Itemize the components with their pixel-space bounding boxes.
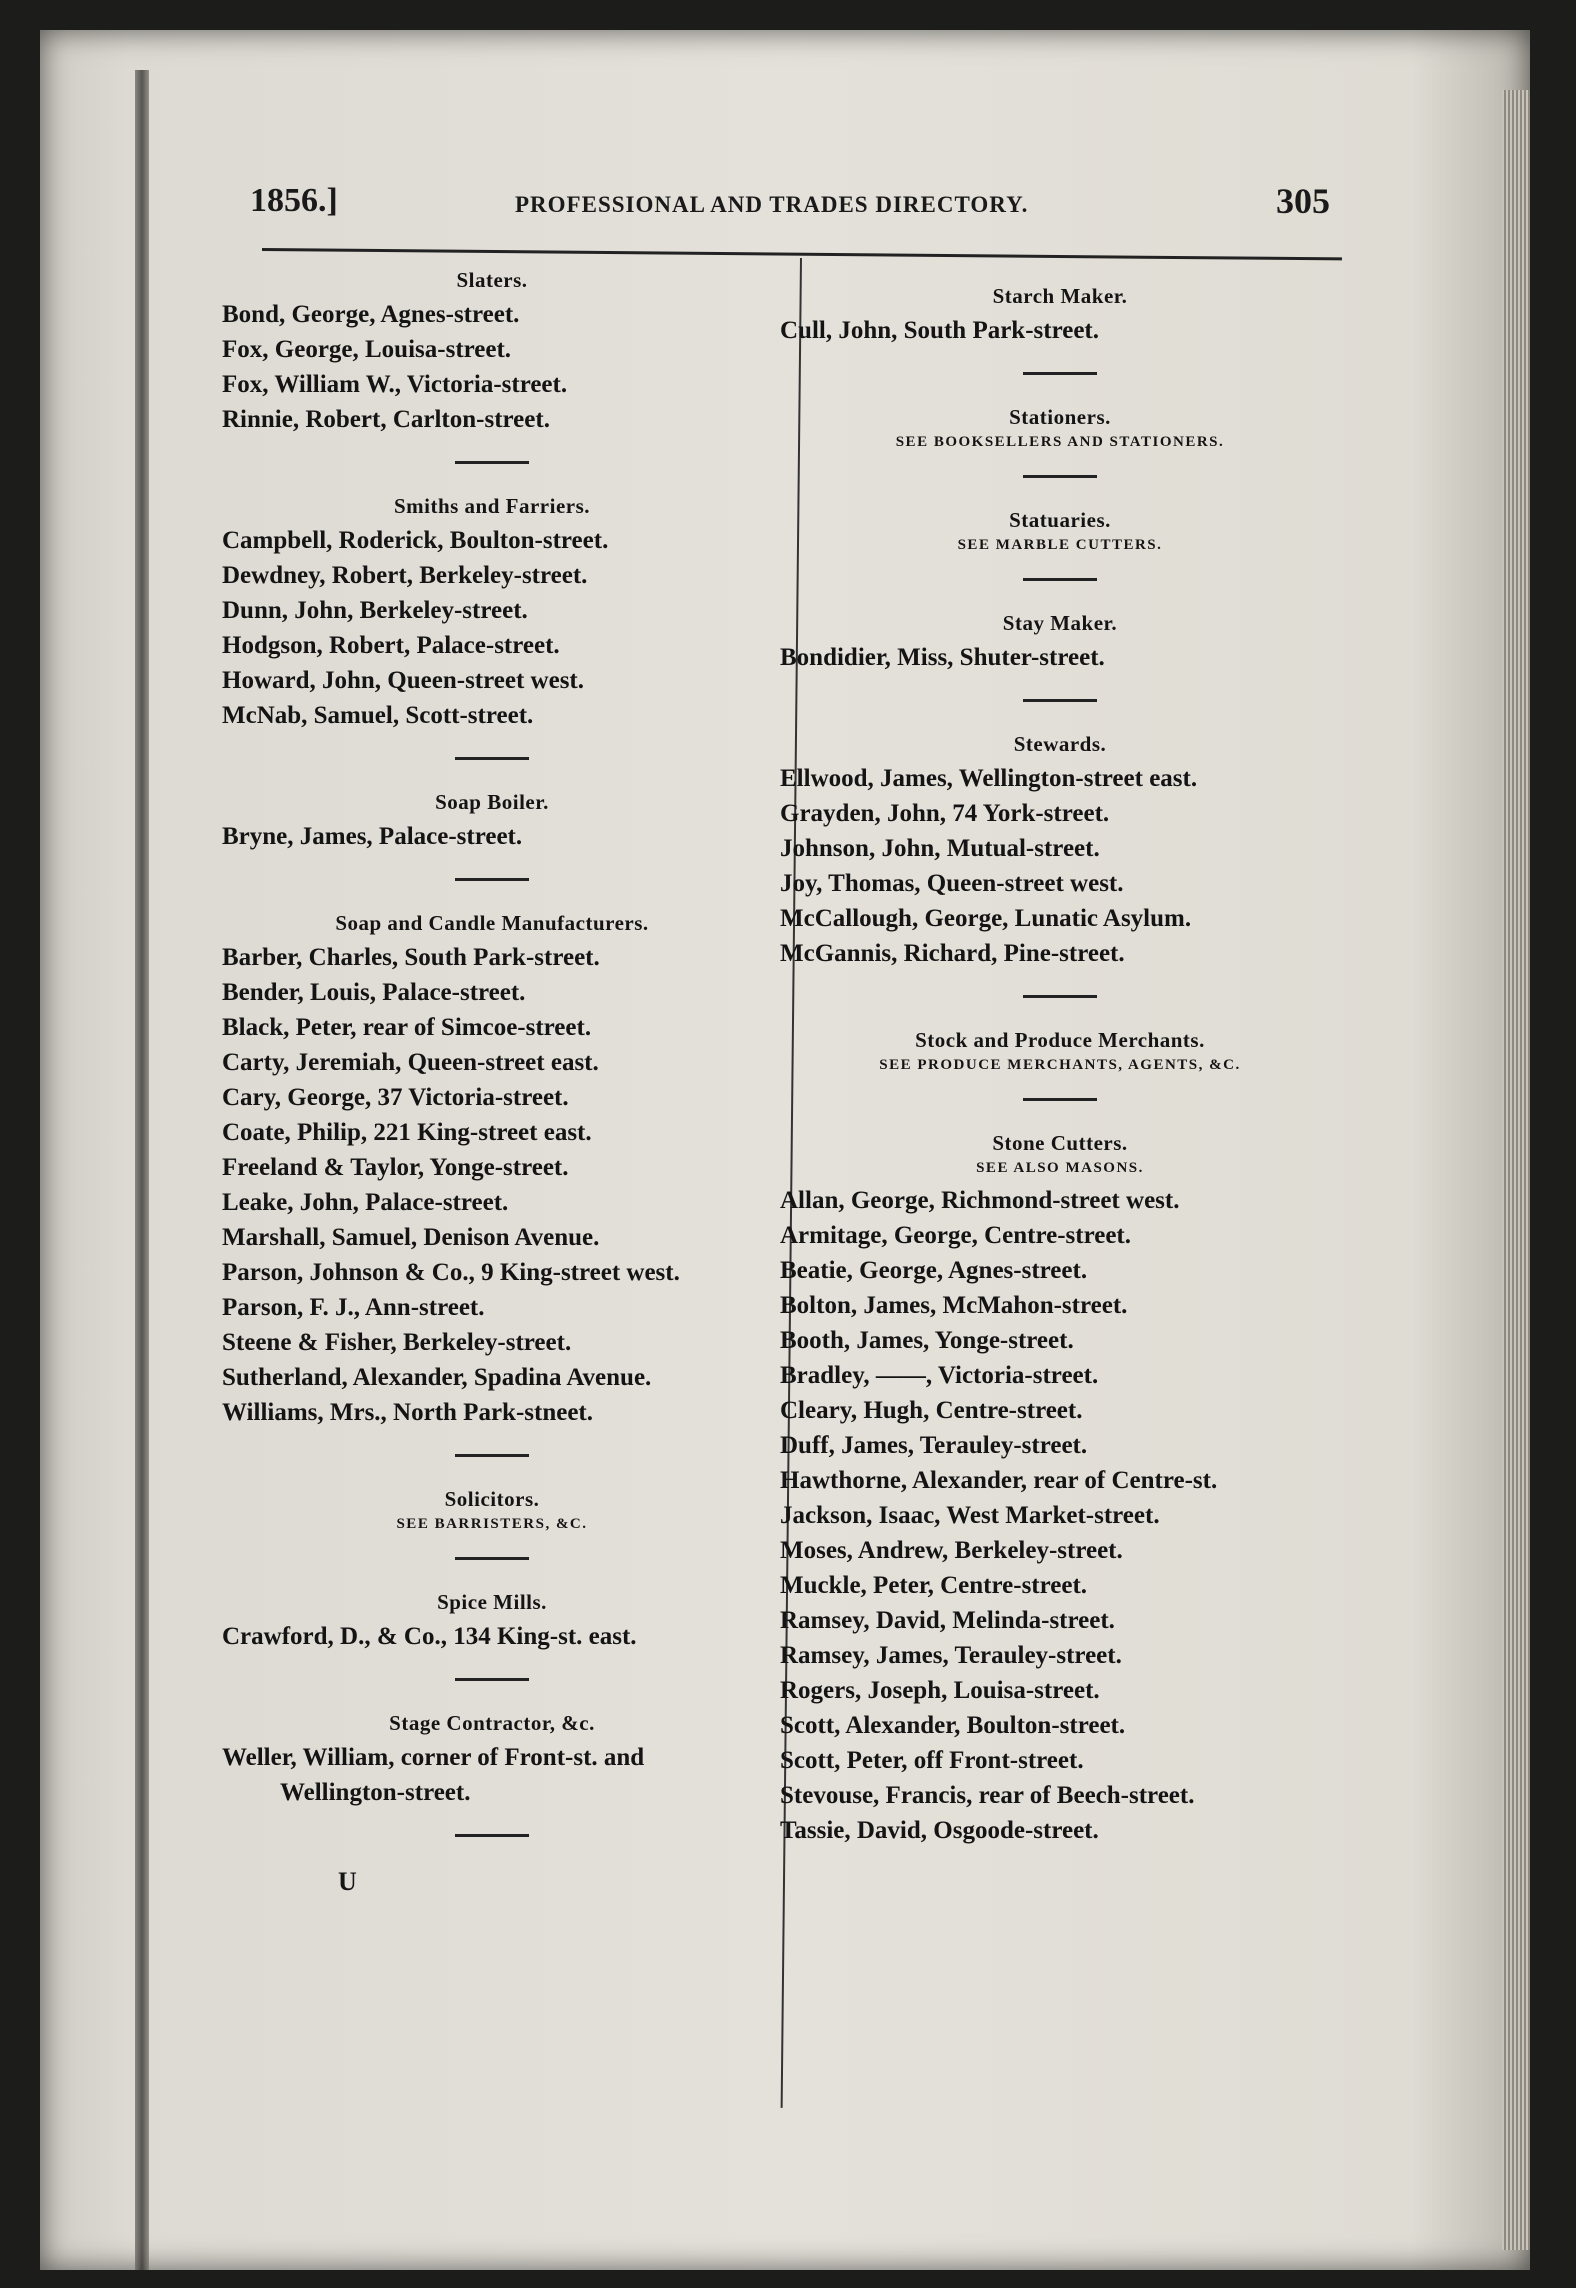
directory-entry: Ramsey, James, Terauley-street. <box>780 1642 1122 1669</box>
directory-entry: Hawthorne, Alexander, rear of Centre-st. <box>780 1467 1218 1494</box>
directory-entry: Carty, Jeremiah, Queen-street east. <box>222 1049 599 1076</box>
section-stage-contractor-c <box>222 1711 762 1810</box>
directory-entry: Marshall, Samuel, Denison Avenue. <box>222 1224 600 1251</box>
directory-entry: Rogers, Joseph, Louisa-street. <box>780 1677 1100 1704</box>
section-heading: Stay Maker. <box>1002 611 1118 635</box>
directory-entry: Ellwood, James, Wellington-street east. <box>780 765 1198 792</box>
cross-reference-note: SEE BOOKSELLERS AND STATIONERS. <box>895 434 1225 450</box>
section-stewards <box>780 732 1340 971</box>
cross-reference-note: SEE MARBLE CUTTERS. <box>957 537 1163 553</box>
directory-entry: Cleary, Hugh, Centre-street. <box>780 1397 1083 1424</box>
section-stock-and-produce-merchants <box>780 1028 1340 1074</box>
directory-entry: Dewdney, Robert, Berkeley-street. <box>222 562 588 589</box>
directory-entry: Bolton, James, McMahon-street. <box>780 1292 1128 1319</box>
section-spice-mills <box>222 1590 762 1654</box>
section-separator <box>1023 475 1097 478</box>
directory-entry: Cull, John, South Park-street. <box>780 317 1100 344</box>
directory-entry: Williams, Mrs., North Park-stneet. <box>222 1399 594 1426</box>
directory-entry: Dunn, John, Berkeley-street. <box>222 597 528 624</box>
directory-entry: Booth, James, Yonge-street. <box>780 1327 1074 1354</box>
directory-entry: Coate, Philip, 221 King-street east. <box>222 1119 592 1146</box>
directory-entry: Black, Peter, rear of Simcoe-street. <box>222 1014 592 1041</box>
section-heading: Stock and Produce Merchants. <box>915 1028 1205 1052</box>
directory-entry: Rinnie, Robert, Carlton-street. <box>222 406 550 433</box>
section-separator <box>455 1834 529 1837</box>
directory-entry: Allan, George, Richmond-street west. <box>780 1187 1180 1214</box>
directory-entry: Freeland & Taylor, Yonge-street. <box>222 1154 569 1181</box>
section-heading: Soap and Candle Manufacturers. <box>335 911 649 935</box>
directory-entry: McGannis, Richard, Pine-street. <box>780 940 1125 967</box>
directory-entry: Scott, Alexander, Boulton-street. <box>780 1712 1126 1739</box>
directory-entry: Ramsey, David, Melinda-street. <box>780 1607 1115 1634</box>
directory-entry: Steene & Fisher, Berkeley-street. <box>222 1329 572 1356</box>
directory-entry: Duff, James, Terauley-street. <box>780 1432 1088 1459</box>
directory-entry: Fox, William W., Victoria-street. <box>222 371 568 398</box>
directory-entry: Jackson, Isaac, West Market-street. <box>780 1502 1160 1529</box>
directory-entry: Weller, William, corner of Front-st. and <box>222 1744 645 1771</box>
section-statuaries <box>780 508 1340 554</box>
section-smiths-and-farriers <box>222 494 762 733</box>
section-separator <box>455 461 529 464</box>
directory-entry: Moses, Andrew, Berkeley-street. <box>780 1537 1123 1564</box>
directory-entry: Armitage, George, Centre-street. <box>780 1222 1131 1249</box>
directory-entry: Bradley, ——, Victoria-street. <box>780 1362 1099 1389</box>
section-separator <box>1023 1098 1097 1101</box>
directory-entry: Howard, John, Queen-street west. <box>222 667 584 694</box>
section-heading: Spice Mills. <box>437 1590 547 1614</box>
section-separator <box>455 757 529 760</box>
section-separator <box>455 1678 529 1681</box>
section-starch-maker <box>780 284 1340 348</box>
section-heading: Solicitors. <box>444 1487 540 1511</box>
section-heading: Stationers. <box>1009 405 1111 429</box>
section-separator <box>455 1557 529 1560</box>
section-stay-maker <box>780 611 1340 675</box>
section-slaters <box>222 268 762 437</box>
section-separator <box>1023 372 1097 375</box>
directory-entry: Scott, Peter, off Front-street. <box>780 1747 1084 1774</box>
cross-reference-note: SEE PRODUCE MERCHANTS, AGENTS, &C. <box>879 1057 1241 1073</box>
directory-entry: Campbell, Roderick, Boulton-street. <box>222 527 609 554</box>
directory-entry: Johnson, John, Mutual-street. <box>780 835 1100 862</box>
section-solicitors <box>222 1487 762 1533</box>
page-fold-shadow <box>135 70 149 2270</box>
section-separator <box>1023 699 1097 702</box>
directory-entry: Fox, George, Louisa-street. <box>222 336 512 363</box>
section-heading: Smiths and Farriers. <box>393 494 591 518</box>
section-heading: Stone Cutters. <box>992 1131 1128 1155</box>
directory-entry: Cary, George, 37 Victoria-street. <box>222 1084 569 1111</box>
section-heading: Starch Maker. <box>992 284 1128 308</box>
section-separator <box>1023 578 1097 581</box>
directory-entry: Sutherland, Alexander, Spadina Avenue. <box>222 1364 652 1391</box>
directory-entry: Parson, Johnson & Co., 9 King-street west. <box>222 1259 680 1286</box>
directory-entry: Crawford, D., & Co., 134 King-st. east. <box>222 1623 637 1650</box>
directory-entry: McCallough, George, Lunatic Asylum. <box>780 905 1192 932</box>
cross-reference-note: SEE ALSO MASONS. <box>976 1160 1144 1176</box>
page-edge <box>1502 90 1530 2250</box>
section-stone-cutters <box>780 1131 1340 1848</box>
directory-entry: Tassie, David, Osgoode-street. <box>780 1817 1099 1844</box>
section-heading: Soap Boiler. <box>435 790 549 814</box>
section-separator <box>1023 995 1097 998</box>
section-soap-boiler <box>222 790 762 854</box>
section-heading: Stage Contractor, &c. <box>389 1711 595 1735</box>
directory-entry: Barber, Charles, South Park-street. <box>222 944 600 971</box>
directory-entry: Parson, F. J., Ann-street. <box>222 1294 485 1321</box>
section-separator <box>455 1454 529 1457</box>
signature-mark: U <box>338 1867 357 1896</box>
directory-entry: Hodgson, Robert, Palace-street. <box>222 632 560 659</box>
directory-entry: Stevouse, Francis, rear of Beech-street. <box>780 1782 1195 1809</box>
directory-entry: Bryne, James, Palace-street. <box>222 823 523 850</box>
page-number: 305 <box>1276 181 1330 221</box>
section-heading: Statuaries. <box>1009 508 1111 532</box>
cross-reference-note: SEE BARRISTERS, &C. <box>396 1516 588 1532</box>
directory-entry: Muckle, Peter, Centre-street. <box>780 1572 1088 1599</box>
right-column <box>780 278 1340 1866</box>
section-heading: Stewards. <box>1013 732 1107 756</box>
section-soap-and-candle-manufacturers <box>222 911 762 1430</box>
section-separator <box>455 878 529 881</box>
directory-entry: McNab, Samuel, Scott-street. <box>222 702 534 729</box>
header-title: PROFESSIONAL AND TRADES DIRECTORY. <box>515 192 1029 217</box>
section-stationers <box>780 405 1340 451</box>
directory-entry: Joy, Thomas, Queen-street west. <box>780 870 1124 897</box>
page-header <box>250 170 1330 230</box>
directory-entry: Grayden, John, 74 York-street. <box>780 800 1110 827</box>
directory-entry: Bond, George, Agnes-street. <box>222 301 520 328</box>
directory-entry: Beatie, George, Agnes-street. <box>780 1257 1088 1284</box>
header-year: 1856.] <box>250 182 338 219</box>
directory-entry: Leake, John, Palace-street. <box>222 1189 509 1216</box>
directory-entry: Wellington-street. <box>280 1779 471 1806</box>
left-column <box>222 262 762 1897</box>
section-heading: Slaters. <box>456 268 528 292</box>
directory-entry: Bondidier, Miss, Shuter-street. <box>780 644 1105 671</box>
directory-entry: Bender, Louis, Palace-street. <box>222 979 526 1006</box>
